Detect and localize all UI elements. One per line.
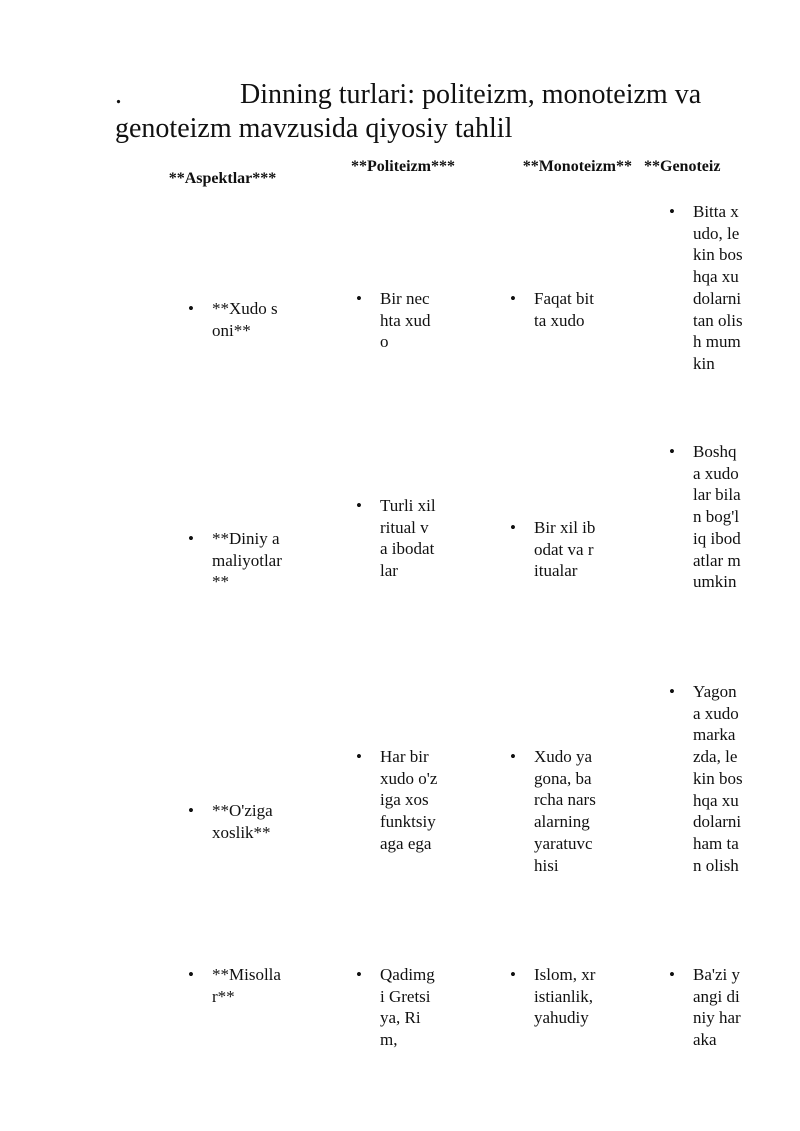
row-1-aspect: • **Xudo soni** bbox=[188, 299, 278, 340]
bullet-icon: • bbox=[188, 529, 194, 548]
row-4-polytheism: • Qadimgi Gretsiya, Rim, bbox=[356, 965, 435, 1050]
bullet-icon: • bbox=[356, 747, 362, 766]
bullet-icon: • bbox=[510, 747, 516, 766]
row-3-polytheism: • Har bir xudo o'ziga xos funktsiyaga ega bbox=[356, 747, 438, 853]
bullet-icon: • bbox=[356, 965, 362, 984]
bullet-icon: • bbox=[510, 518, 516, 537]
row-1-polytheism: • Bir nechta xudo bbox=[356, 289, 431, 352]
bullet-icon: • bbox=[669, 202, 675, 221]
bullet-icon: • bbox=[188, 965, 194, 984]
bullet-icon: • bbox=[356, 289, 362, 308]
bullet-icon: • bbox=[669, 442, 675, 461]
bullet-icon: • bbox=[669, 965, 675, 984]
bullet-icon: • bbox=[188, 801, 194, 820]
row-2-aspect: • **Diniy amaliyotlar** bbox=[188, 529, 282, 592]
header-henotheism: **Genoteiz bbox=[644, 158, 721, 175]
row-3-henotheism: • Yagona xudo markazda, lekin boshqa xudolarni ham tan olish bbox=[669, 682, 743, 875]
row-2-monotheism: • Bir xil ibodat va ritualar bbox=[510, 518, 596, 581]
bullet-icon: • bbox=[510, 965, 516, 984]
bullet-icon: • bbox=[510, 289, 516, 308]
row-1-henotheism: • Bitta xudo, lekin boshqa xudolarni tan olish mumkin bbox=[669, 202, 743, 373]
row-4-aspect: • **Misollar** bbox=[188, 965, 281, 1006]
header-polytheism: **Politeizm*** bbox=[351, 158, 455, 175]
bullet-icon: • bbox=[188, 299, 194, 318]
row-4-monotheism: • Islom, xristianlik, yahudiy bbox=[510, 965, 596, 1028]
header-monotheism: **Monoteizm** bbox=[522, 158, 632, 175]
row-2-polytheism: • Turli xil ritual va ibodatlar bbox=[356, 496, 436, 581]
row-3-monotheism: • Xudo yagona, barcha narsalarning yaratuvchisi bbox=[510, 747, 596, 875]
row-3-aspect: • **O'ziga xoslik** bbox=[188, 801, 273, 842]
document-title bbox=[115, 78, 755, 146]
header-aspects: **Aspektlar*** bbox=[168, 170, 277, 187]
title-prefix: . bbox=[115, 79, 122, 110]
title-text: Dinning turlari: politeizm, monoteizm va genoteizm mavzusida qiyosiy tahlil bbox=[115, 79, 702, 144]
bullet-icon: • bbox=[669, 682, 675, 701]
row-1-monotheism: • Faqat bitta xudo bbox=[510, 289, 594, 330]
row-2-henotheism: • Boshqa xudolar bilan bog'liq ibodatlar mumkin bbox=[669, 442, 741, 592]
row-4-henotheism: • Ba'zi yangi diniy haraka bbox=[669, 965, 741, 1050]
bullet-icon: • bbox=[356, 496, 362, 515]
